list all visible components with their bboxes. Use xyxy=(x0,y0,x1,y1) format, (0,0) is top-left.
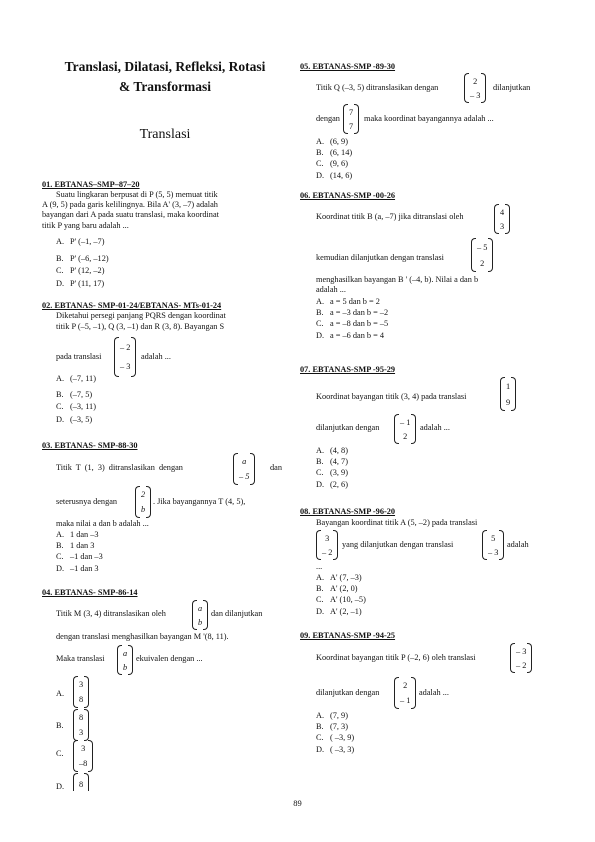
options xyxy=(316,296,388,341)
options xyxy=(316,445,348,490)
text-line: dan dilanjutkan xyxy=(211,609,263,618)
translation-vector xyxy=(192,600,208,630)
option-text: (3, 9) xyxy=(330,468,348,478)
option-b[interactable] xyxy=(316,721,354,732)
text-line: Titik T (1, 3) ditranslasikan dengan xyxy=(56,463,183,472)
question-text xyxy=(56,190,218,200)
vector-top: 3 xyxy=(81,744,86,753)
option-text: a = 5 dan b = 2 xyxy=(330,297,380,306)
option-letter: A. xyxy=(56,689,65,698)
options xyxy=(316,710,354,755)
option-letter: B. xyxy=(316,148,324,158)
option-text: a = –3 dan b = –2 xyxy=(330,308,389,318)
option-letter: B. xyxy=(316,308,324,318)
vector-bottom: 7 xyxy=(349,121,354,131)
vector-top: – 2 xyxy=(120,343,131,352)
text-line: titik P yang baru adalah ... xyxy=(42,220,129,230)
option-letter: C. xyxy=(56,266,64,275)
translation-vector xyxy=(117,645,133,675)
option-text: 1 dan 3 xyxy=(70,541,95,551)
vector-top: 8 xyxy=(79,713,84,722)
option-a[interactable] xyxy=(56,236,109,249)
option-text: a = –6 dan b = 4 xyxy=(330,330,385,340)
text-line: dengan translasi menghasilkan bayangan M '(8, 11). xyxy=(56,632,229,641)
question-head: 08. EBTANAS-SMP -96-20 xyxy=(300,507,396,516)
text-line: dilanjutkan dengan xyxy=(316,423,380,432)
text-line: titik P (–5, –1), Q (3, –1) dan R (3, 8). Bayangan S xyxy=(56,322,225,331)
translation-vector xyxy=(114,337,136,377)
text-line: dengan xyxy=(316,114,340,123)
vector-top: – 1 xyxy=(400,417,411,427)
option-letter: B. xyxy=(316,457,324,467)
vector-top: – 5 xyxy=(477,242,488,252)
option-b[interactable] xyxy=(56,253,109,266)
translation-vector xyxy=(510,643,532,673)
option-letter: D. xyxy=(56,563,65,573)
option-b[interactable] xyxy=(56,389,96,402)
text-line: Maka translasi xyxy=(56,654,105,663)
vector-top: 2 xyxy=(473,76,478,86)
vector-top: 5 xyxy=(491,533,496,543)
option-letter: D. xyxy=(56,278,65,288)
option-letter: D. xyxy=(316,170,325,180)
translation-vector xyxy=(394,677,416,709)
vector-bottom: – 3 xyxy=(488,547,499,557)
option-d[interactable] xyxy=(56,563,103,574)
option-letter: A. xyxy=(316,137,325,146)
text-line: dan xyxy=(270,463,282,472)
option-letter: D. xyxy=(316,479,325,489)
option-a[interactable] xyxy=(316,136,352,147)
option-letter: A. xyxy=(56,530,65,539)
option-text: P' (12, –2) xyxy=(70,266,105,275)
option-text: (7, 9) xyxy=(330,711,348,720)
text-pre: pada translasi xyxy=(56,352,102,361)
text-line: seterusnya dengan xyxy=(56,497,118,506)
text-line: Koordinat bayangan titik P (–2, 6) oleh translasi xyxy=(316,653,476,662)
question-text xyxy=(56,322,224,332)
option-letter: B. xyxy=(56,253,64,263)
option-letter: B. xyxy=(56,541,64,551)
option-c[interactable] xyxy=(316,318,388,329)
vector-bottom: – 2 xyxy=(322,547,333,557)
option-text: a = –8 dan b = –5 xyxy=(330,319,389,329)
option-letter: C. xyxy=(56,552,64,562)
vector-top: 1 xyxy=(506,381,511,391)
vector-top: 2 xyxy=(403,681,408,690)
question-head: 01. EBTANAS–SMP–87–20 xyxy=(42,180,140,189)
option-letter: D. xyxy=(56,414,65,424)
option-letter: A. xyxy=(316,711,325,720)
text-line: adalah ... xyxy=(420,423,450,432)
option-text: ( –3, 9) xyxy=(330,733,355,743)
translation-vector xyxy=(135,486,151,518)
option-text: –1 dan –3 xyxy=(70,552,103,562)
options xyxy=(56,373,96,426)
vector-bottom: 3 xyxy=(500,221,505,231)
option-a[interactable] xyxy=(316,572,366,583)
text-line: maka nilai a dan b adalah ... xyxy=(56,519,149,528)
option-d[interactable] xyxy=(316,479,348,490)
option-letter: B. xyxy=(316,722,324,732)
option-vector xyxy=(73,773,97,791)
text-line: dilanjutkan dengan xyxy=(316,688,380,697)
text-line: ... xyxy=(316,562,323,571)
option-b[interactable] xyxy=(56,540,103,551)
vector-top: 4 xyxy=(500,207,505,217)
translation-vector xyxy=(482,530,504,560)
option-text: (4, 8) xyxy=(330,446,348,455)
translation-vector xyxy=(233,453,255,485)
text-line: bayangan dari A pada suatu translasi, maka koordinat xyxy=(42,210,219,220)
option-c[interactable] xyxy=(56,401,96,414)
question-text xyxy=(42,200,219,231)
text-line: dilanjutkan xyxy=(493,83,531,92)
option-b[interactable] xyxy=(316,147,352,158)
question-text xyxy=(56,311,226,321)
option-c[interactable] xyxy=(316,732,354,743)
options xyxy=(56,236,109,290)
option-d[interactable] xyxy=(56,414,96,427)
option-text: P' (11, 17) xyxy=(70,278,105,288)
options xyxy=(56,529,103,574)
option-c[interactable] xyxy=(316,467,348,478)
vector-bottom: b xyxy=(198,617,203,627)
text-post: adalah ... xyxy=(141,352,171,361)
question-head: 09. EBTANAS-SMP -94-25 xyxy=(300,631,396,640)
translation-vector xyxy=(343,104,359,134)
vector-top: 2 xyxy=(141,490,146,499)
option-vector xyxy=(73,676,89,708)
text-line: kemudian dilanjutkan dengan translasi xyxy=(316,253,444,262)
vector-bottom: – 3 xyxy=(120,362,131,371)
option-letter: B. xyxy=(56,389,64,399)
option-b[interactable] xyxy=(316,456,348,467)
option-text: (–3, 5) xyxy=(70,414,93,424)
option-text: (2, 6) xyxy=(330,479,348,489)
text-line: Suatu lingkaran berpusat di P (5, 5) memuat titik xyxy=(56,190,218,199)
question-head: 04. EBTANAS- SMP-86-14 xyxy=(42,588,138,597)
option-a[interactable] xyxy=(316,710,354,721)
option-text: (–7, 5) xyxy=(70,389,93,399)
option-c[interactable] xyxy=(56,265,109,278)
option-text: A' (10, –5) xyxy=(330,595,366,605)
option-letter: C. xyxy=(316,468,324,478)
text-line: adalah ... xyxy=(419,688,449,697)
options xyxy=(316,136,352,181)
vector-bottom: 9 xyxy=(506,397,511,407)
text-line: yang dilanjutkan dengan translasi xyxy=(342,540,454,549)
text-line: Koordinat bayangan titik (3, 4) pada translasi xyxy=(316,392,467,401)
option-letter: D. xyxy=(56,782,65,791)
option-letter: D. xyxy=(316,744,325,754)
option-letter: C. xyxy=(56,749,64,758)
option-a[interactable] xyxy=(316,445,348,456)
option-vector xyxy=(73,709,89,741)
option-text: (9, 6) xyxy=(330,159,348,169)
text-line: Diketahui persegi panjang PQRS dengan koordinat xyxy=(56,311,226,320)
option-text: ( –3, 3) xyxy=(330,744,355,754)
question-head: 06. EBTANAS-SMP -00-26 xyxy=(300,191,396,200)
text-line: adalah xyxy=(507,540,529,549)
vector-bottom: 8 xyxy=(79,695,84,704)
text-line: Titik M (3, 4) ditranslasikan oleh xyxy=(56,609,166,618)
document-title xyxy=(50,57,280,97)
translation-vector xyxy=(316,530,338,560)
option-text: P' (–6, –12) xyxy=(70,253,109,263)
vector-bottom: b xyxy=(141,505,146,514)
vector-bottom: – 2 xyxy=(516,660,527,670)
vector-bottom: b xyxy=(123,662,128,672)
vector-top: 3 xyxy=(79,680,84,689)
section-heading: Translasi xyxy=(139,127,191,142)
option-letter: D. xyxy=(316,606,325,616)
question-head: 03. EBTANAS- SMP-88-30 xyxy=(42,441,138,450)
vector-top: a xyxy=(123,648,128,658)
vector-top: – 3 xyxy=(516,646,527,656)
option-d[interactable] xyxy=(316,606,366,617)
text-line: maka koordinat bayangannya adalah ... xyxy=(364,114,494,123)
vector-top: 3 xyxy=(325,533,330,543)
option-letter: A. xyxy=(316,297,325,306)
option-text: (4, 7) xyxy=(330,457,348,467)
option-letter: C. xyxy=(56,402,64,411)
vector-top: a xyxy=(198,603,203,613)
text-line: . Jika bayangannya T (4, 5), xyxy=(153,497,246,506)
vector-bottom: 3 xyxy=(79,728,84,737)
option-c[interactable] xyxy=(56,551,103,562)
text-line: menghasilkan bayangan B ' (–4, b). Nilai a dan b xyxy=(316,275,479,284)
page-number: 89 xyxy=(293,798,302,808)
option-text: (–7, 11) xyxy=(70,374,96,383)
option-letter: A. xyxy=(56,374,65,383)
option-letter: B. xyxy=(316,584,324,594)
option-letter: C. xyxy=(316,159,324,169)
vector-top: 7 xyxy=(349,107,354,117)
vector-bottom: – 5 xyxy=(239,472,250,481)
vector-bottom: 2 xyxy=(403,431,408,441)
vector-bottom: 2 xyxy=(480,258,485,268)
option-text: P' (–1, –7) xyxy=(70,237,105,246)
translation-vector xyxy=(394,414,416,444)
vector-bottom: –8 xyxy=(79,759,88,768)
translation-vector xyxy=(500,377,516,411)
option-text: (6, 9) xyxy=(330,137,348,146)
options xyxy=(316,572,366,617)
text-line: Bayangan koordinat titik A (5, –2) pada translasi xyxy=(316,518,478,527)
option-text: A' (7, –3) xyxy=(330,573,362,582)
translation-vector xyxy=(464,73,486,103)
option-letter: C. xyxy=(316,319,324,329)
text-line: Koordinat titik B (a, –7) jika ditranslasi oleh xyxy=(316,212,464,221)
vector-top: 8 xyxy=(79,779,84,789)
vector-bottom: – 1 xyxy=(400,696,411,705)
option-vector xyxy=(73,740,93,772)
option-letter: D. xyxy=(316,330,325,340)
option-d[interactable] xyxy=(56,278,109,291)
text-line: A (9, 5) pada garis kelilingnya. Bila A' (3, –7) adalah xyxy=(42,200,218,209)
title-line-1: Translasi, Dilatasi, Refleksi, Rotasi xyxy=(64,59,266,74)
vector-bottom: – 3 xyxy=(470,90,481,100)
question-head: 05. EBTANAS-SMP -89-30 xyxy=(300,62,396,71)
option-letter: B. xyxy=(56,721,64,730)
option-d[interactable] xyxy=(316,744,354,755)
option-c[interactable] xyxy=(316,594,366,605)
option-a[interactable] xyxy=(316,296,388,307)
option-letter: A. xyxy=(316,446,325,455)
title-line-2: & Transformasi xyxy=(118,79,212,94)
question-head: 02. EBTANAS- SMP-01-24/EBTANAS- MTs-01-24 xyxy=(42,301,222,310)
option-letter: C. xyxy=(316,595,324,605)
option-b[interactable] xyxy=(316,307,388,318)
option-b[interactable] xyxy=(316,583,366,594)
question-head: 07. EBTANAS-SMP -95-29 xyxy=(300,365,396,374)
option-text: (6, 14) xyxy=(330,148,353,158)
option-text: (14, 6) xyxy=(330,170,353,180)
option-text: A' (2, 0) xyxy=(330,584,358,594)
option-letter: C. xyxy=(316,733,324,743)
option-letter: A. xyxy=(56,237,65,246)
text-line: ekuivalen dengan ... xyxy=(136,654,203,663)
option-text: 1 dan –3 xyxy=(70,530,99,539)
option-a[interactable] xyxy=(56,529,103,540)
option-c[interactable] xyxy=(316,158,352,169)
option-d[interactable] xyxy=(316,170,352,181)
translation-vector xyxy=(471,238,493,272)
text-line: adalah ... xyxy=(316,285,346,294)
option-text: (7, 3) xyxy=(330,722,348,732)
option-d[interactable] xyxy=(316,330,388,341)
option-text: A' (2, –1) xyxy=(330,606,362,616)
option-a[interactable] xyxy=(56,373,96,386)
translation-vector xyxy=(494,204,510,234)
vector-top: a xyxy=(242,457,247,466)
option-letter: A. xyxy=(316,573,325,582)
option-text: (–3, 11) xyxy=(70,402,96,411)
text-line: Titik Q (–3, 5) ditranslasikan dengan xyxy=(316,83,439,92)
option-text: –1 dan 3 xyxy=(70,563,99,573)
